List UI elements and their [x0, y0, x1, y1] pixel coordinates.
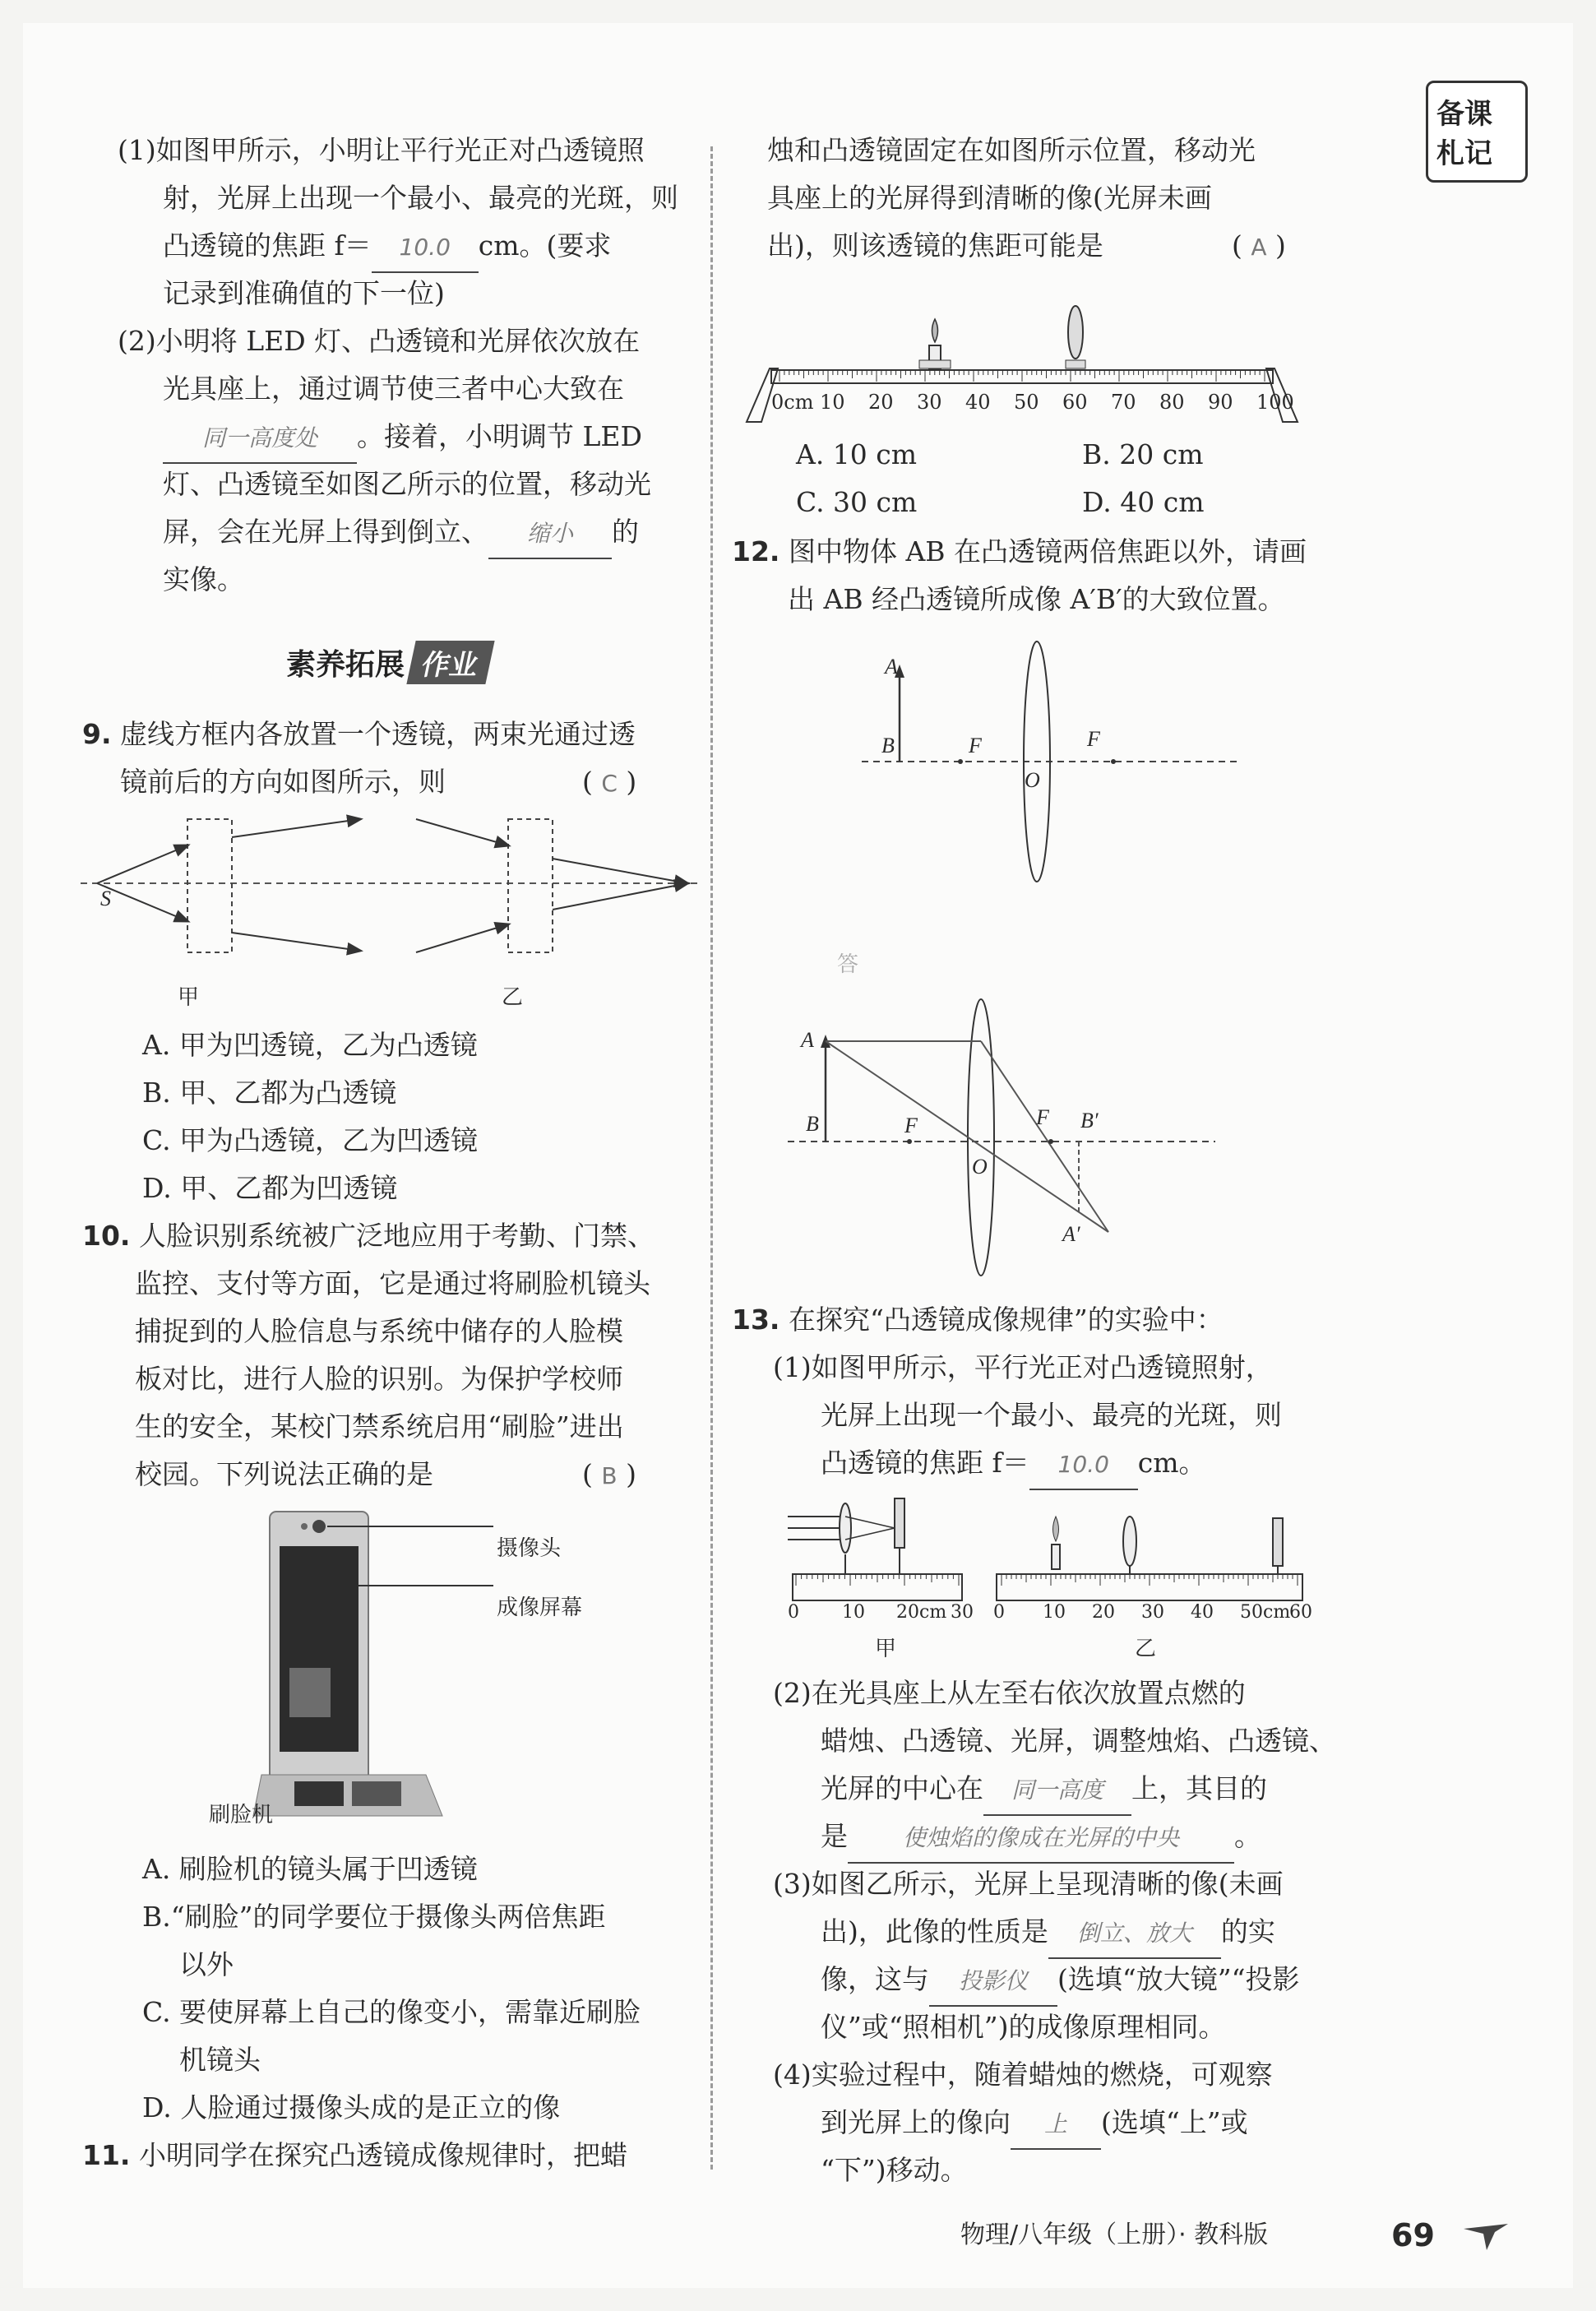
q10-option-a: A. 刷脸机的镜头属于凹透镜: [142, 1853, 478, 1885]
q12-number: 12.: [732, 535, 780, 567]
q13-yi-scale-label: 10: [1043, 1602, 1066, 1623]
q10-option-c2: 机镜头: [179, 2044, 261, 2076]
q13-4-line1: (4)实验过程中，随着蜡烛的燃烧，可观察: [773, 2059, 1273, 2091]
q11-scale-label: 10: [820, 391, 845, 414]
q8-1-line3-a: 凸透镜的焦距 f＝: [163, 229, 372, 262]
q8-2-answer2: 缩小: [488, 510, 612, 559]
q10-number: 10.: [82, 1220, 131, 1252]
q9-fig-jia: 甲: [178, 985, 200, 1010]
q11-scale-ticks: [779, 370, 1265, 382]
q12-line2: 出 AB 经凸透镜所成像 A′B′的大致位置。: [788, 583, 1285, 615]
q13-yi-scale-label: 40: [1191, 1602, 1214, 1623]
q12-a-label-a: A: [801, 1028, 814, 1052]
q10-line4: 板对比，进行人脸的识别。为保护学校师: [135, 1363, 623, 1395]
q8-1-line2: 射，光屏上出现一个最小、最亮的光斑，则: [163, 182, 678, 214]
q9-text1: 虚线方框内各放置一个透镜，两束光通过透: [120, 718, 636, 750]
q10-option-d: D. 人脸通过摄像头成的是正立的像: [142, 2091, 561, 2123]
q13-4-line2-a: 到光屏上的像向: [821, 2106, 1011, 2138]
q13-2-line2: 蜡烛、凸透镜、光屏，调整烛焰、凸透镜、: [821, 1725, 1336, 1757]
q13-4-line2-b: (选填“上”或: [1101, 2106, 1248, 2138]
q12-a-label-bprime: B′: [1080, 1109, 1099, 1132]
q13-2-answer2: 使烛焰的像成在光屏的中央: [848, 1814, 1234, 1864]
q11-scale-label: 60: [1062, 391, 1088, 414]
q11-answer: A: [1251, 234, 1267, 261]
q13-3-line4: 仪”或“照相机”)的成像原理相同。: [821, 2011, 1226, 2043]
q11-scale-label: 40: [965, 391, 991, 414]
q9-option-b: B. 甲、乙都为凸透镜: [142, 1077, 397, 1109]
q10-line3: 捕捉到的人脸信息与系统中储存的人脸模: [135, 1315, 623, 1347]
q8-2-line5: [163, 508, 639, 559]
q8-1-line1: (1)如图甲所示，小明让平行光正对凸透镜照: [118, 134, 645, 166]
q12-answer-mark: 答: [837, 952, 859, 977]
workbook-page: [23, 23, 1573, 2288]
q9-line2: 镜前后的方向如图所示，则: [120, 766, 446, 798]
q11-line3: 具座上的光屏得到清晰的像(光屏未画: [767, 182, 1212, 214]
q13-1-line1: (1)如图甲所示，平行光正对凸透镜照射，: [773, 1351, 1273, 1383]
q10-fig-screen: 成像屏幕: [497, 1595, 583, 1620]
footer-book-title: 物理/八年级（上册）· 教科版: [960, 2221, 1269, 2249]
q8-2-line1: (2)小明将 LED 灯、凸透镜和光屏依次放在: [118, 325, 641, 357]
q13-3-line3: [821, 1956, 1300, 2007]
q13-2-line3: [821, 1765, 1267, 1816]
q13-2-line4-a: 是: [821, 1820, 848, 1852]
q10-option-b1: B.“刷脸”的同学要位于摄像头两倍焦距: [142, 1901, 606, 1933]
q13-jia-scale-label: 0: [788, 1602, 799, 1623]
q13-fig-yi: 乙: [1135, 1637, 1157, 1661]
q8-1-line4: 记录到准确值的下一位): [163, 277, 445, 309]
q10-line1: [82, 1212, 655, 1260]
q9-answer-bracket: ( C ): [582, 766, 637, 798]
q11-text1: 小明同学在探究凸透镜成像规律时，把蜡: [138, 2139, 627, 2171]
q11-answer-bracket: ( A ): [1232, 229, 1286, 262]
q13-4-answer: 上: [1011, 2100, 1101, 2150]
q11-scale-label: 50: [1014, 391, 1039, 414]
q11-line4: 出)，则该透镜的焦距可能是: [767, 229, 1103, 262]
q9-fig-s: S: [100, 887, 111, 910]
q12-q-label-b: B: [881, 734, 895, 757]
q10-answer: B: [601, 1462, 618, 1489]
q11-scale-label: 80: [1159, 391, 1185, 414]
q13-2-line3-b: 上，其目的: [1131, 1772, 1267, 1804]
q11-number: 11.: [82, 2139, 131, 2171]
q13-2-line4: [821, 1813, 1261, 1864]
q13-1-line2: 光屏上出现一个最小、最亮的光斑，则: [821, 1399, 1282, 1431]
q10-text1: 人脸识别系统被广泛地应用于考勤、门禁、: [138, 1220, 655, 1252]
q10-line2: 监控、支付等方面，它是通过将刷脸机镜头: [135, 1267, 650, 1299]
q10-line6: 校园。下列说法正确的是: [135, 1458, 433, 1490]
q13-3-line2: [821, 1908, 1275, 1959]
q12-answer-diagram: [779, 993, 1224, 1290]
q11-scale-label: 70: [1111, 391, 1136, 414]
q12-a-label-b: B: [806, 1112, 819, 1136]
q12-a-label-aprime: A′: [1062, 1222, 1080, 1246]
q9-fig-yi: 乙: [502, 985, 524, 1010]
q11-line2: 烛和凸透镜固定在如图所示位置，移动光: [767, 134, 1256, 166]
q13-1-line3-b: cm。: [1137, 1447, 1206, 1479]
q13-1-answer: 10.0: [1029, 1441, 1138, 1490]
q12-line1: [732, 528, 1307, 576]
q13-fig-jia: 甲: [875, 1637, 897, 1661]
stamp-line2: 札记: [1436, 137, 1492, 170]
q13-4-line2: [821, 2099, 1248, 2150]
q13-yi-scale-label: 0: [993, 1602, 1005, 1623]
q8-2-answer1: 同一高度处: [163, 414, 357, 464]
q10-line5: 生的安全，某校门禁系统启用“刷脸”进出: [135, 1410, 624, 1443]
column-divider: [710, 146, 713, 2170]
q10-fig-machine: 刷脸机: [209, 1803, 274, 1827]
q13-jia-scale-label: 20cm: [896, 1602, 947, 1623]
q12-a-label-f2: F: [1036, 1105, 1049, 1129]
q13-2-line3-a: 光屏的中心在: [821, 1772, 983, 1804]
q8-2-line3-b: 。接着，小明调节 LED: [357, 420, 642, 452]
q12-a-label-o: O: [972, 1155, 988, 1179]
q13-3-line3-a: 像，这与: [821, 1963, 929, 1995]
q13-1-line3-a: 凸透镜的焦距 f＝: [821, 1447, 1029, 1479]
banner-title: 素养拓展: [286, 647, 405, 682]
q8-2-line4: 灯、凸透镜至如图乙所示的位置，移动光: [163, 468, 651, 500]
face-scanner-photo: [253, 1503, 516, 1841]
q11-option-b: B. 20 cm: [1082, 438, 1204, 470]
q10-option-c1: C. 要使屏幕上自己的像变小，需靠近刷脸: [142, 1996, 641, 2028]
section-banner: [280, 641, 490, 683]
q13-3-line3-b: (选填“放大镜”“投影: [1057, 1963, 1300, 1995]
q10-fig-camera: 摄像头: [497, 1536, 562, 1561]
q13-title: 在探究“凸透镜成像规律”的实验中：: [788, 1304, 1224, 1336]
q10-answer-bracket: ( B ): [582, 1458, 636, 1490]
q13-yi-scale-label: 50cm: [1240, 1602, 1291, 1623]
q11-line1: [82, 2132, 627, 2179]
q11-scale-label: 30: [917, 391, 942, 414]
q11-scale-label: 90: [1208, 391, 1233, 414]
q13-yi-scale-label: 60: [1289, 1602, 1312, 1623]
q8-2-line5-b: 的: [612, 516, 639, 548]
q8-1-answer: 10.0: [372, 224, 479, 273]
q13-2-line1: (2)在光具座上从左至右依次放置点燃的: [773, 1677, 1246, 1709]
q12-question-diagram: [845, 632, 1256, 903]
q13-4-line3: “下”)移动。: [821, 2154, 968, 2186]
q8-2-line5-a: 屏，会在光屏上得到倒立、: [163, 516, 488, 548]
q13-1-line3: [821, 1439, 1206, 1490]
q9-line1: [82, 711, 636, 758]
q11-option-c: C. 30 cm: [796, 486, 918, 518]
q9-answer: C: [601, 770, 618, 797]
q13-3-line2-b: 的实: [1220, 1915, 1275, 1947]
q13-jia-scale-label: 30: [951, 1602, 974, 1623]
q9-number: 9.: [82, 718, 112, 750]
notes-stamp: [1426, 81, 1528, 183]
q13-yi-scale-label: 30: [1141, 1602, 1164, 1623]
q12-q-label-f2: F: [1087, 727, 1100, 751]
footer-arrow-icon: [1462, 2221, 1511, 2253]
q8-1-line3-b: cm。(要求: [478, 229, 612, 262]
q13-3-answer1: 倒立、放大: [1048, 1910, 1221, 1959]
q13-title-line: [732, 1296, 1224, 1344]
q13-2-answer1: 同一高度: [983, 1767, 1131, 1816]
q8-2-line6: 实像。: [163, 563, 244, 595]
q13-jia-scale-ticks: [796, 1574, 959, 1586]
q13-3-line1: (3)如图乙所示，光屏上呈现清晰的像(未画: [773, 1868, 1284, 1900]
q9-option-d: D. 甲、乙都为凹透镜: [142, 1172, 398, 1204]
q11-option-a: A. 10 cm: [796, 438, 918, 470]
q13-yi-scale-label: 20: [1092, 1602, 1115, 1623]
q12-q-label-f1: F: [969, 734, 982, 757]
q13-number: 13.: [732, 1304, 780, 1336]
stamp-line1: 备课: [1436, 98, 1492, 131]
page-number: 69: [1391, 2217, 1435, 2253]
q12-q-label-o: O: [1025, 768, 1040, 792]
q13-3-answer2: 投影仪: [929, 1957, 1057, 2007]
q11-option-d: D. 40 cm: [1082, 486, 1205, 518]
q13-2-line4-b: 。: [1234, 1820, 1261, 1852]
q11-scale-label: 20: [868, 391, 894, 414]
banner-tag: 作业: [406, 641, 494, 684]
q11-scale-label: 0cm: [771, 391, 814, 414]
q11-scale-label: 100: [1256, 391, 1294, 414]
q12-text1: 图中物体 AB 在凸透镜两倍焦距以外，请画: [788, 535, 1307, 567]
q10-option-b2: 以外: [179, 1948, 234, 1980]
q13-yi-scale-ticks: [1002, 1574, 1298, 1586]
q12-q-label-a: A: [885, 655, 898, 678]
q8-2-line2: 光具座上，通过调节使三者中心大致在: [163, 373, 624, 405]
q13-3-line2-a: 出)，此像的性质是: [821, 1915, 1048, 1947]
q9-lens-figure: [81, 813, 705, 1010]
q8-2-line3: [163, 413, 642, 464]
q13-jia-scale-label: 10: [842, 1602, 865, 1623]
q9-option-a: A. 甲为凹透镜，乙为凸透镜: [142, 1029, 478, 1061]
q12-a-label-f1: F: [904, 1114, 918, 1137]
q8-1-line3: [163, 222, 611, 273]
q9-option-c: C. 甲为凸透镜，乙为凹透镜: [142, 1124, 479, 1156]
